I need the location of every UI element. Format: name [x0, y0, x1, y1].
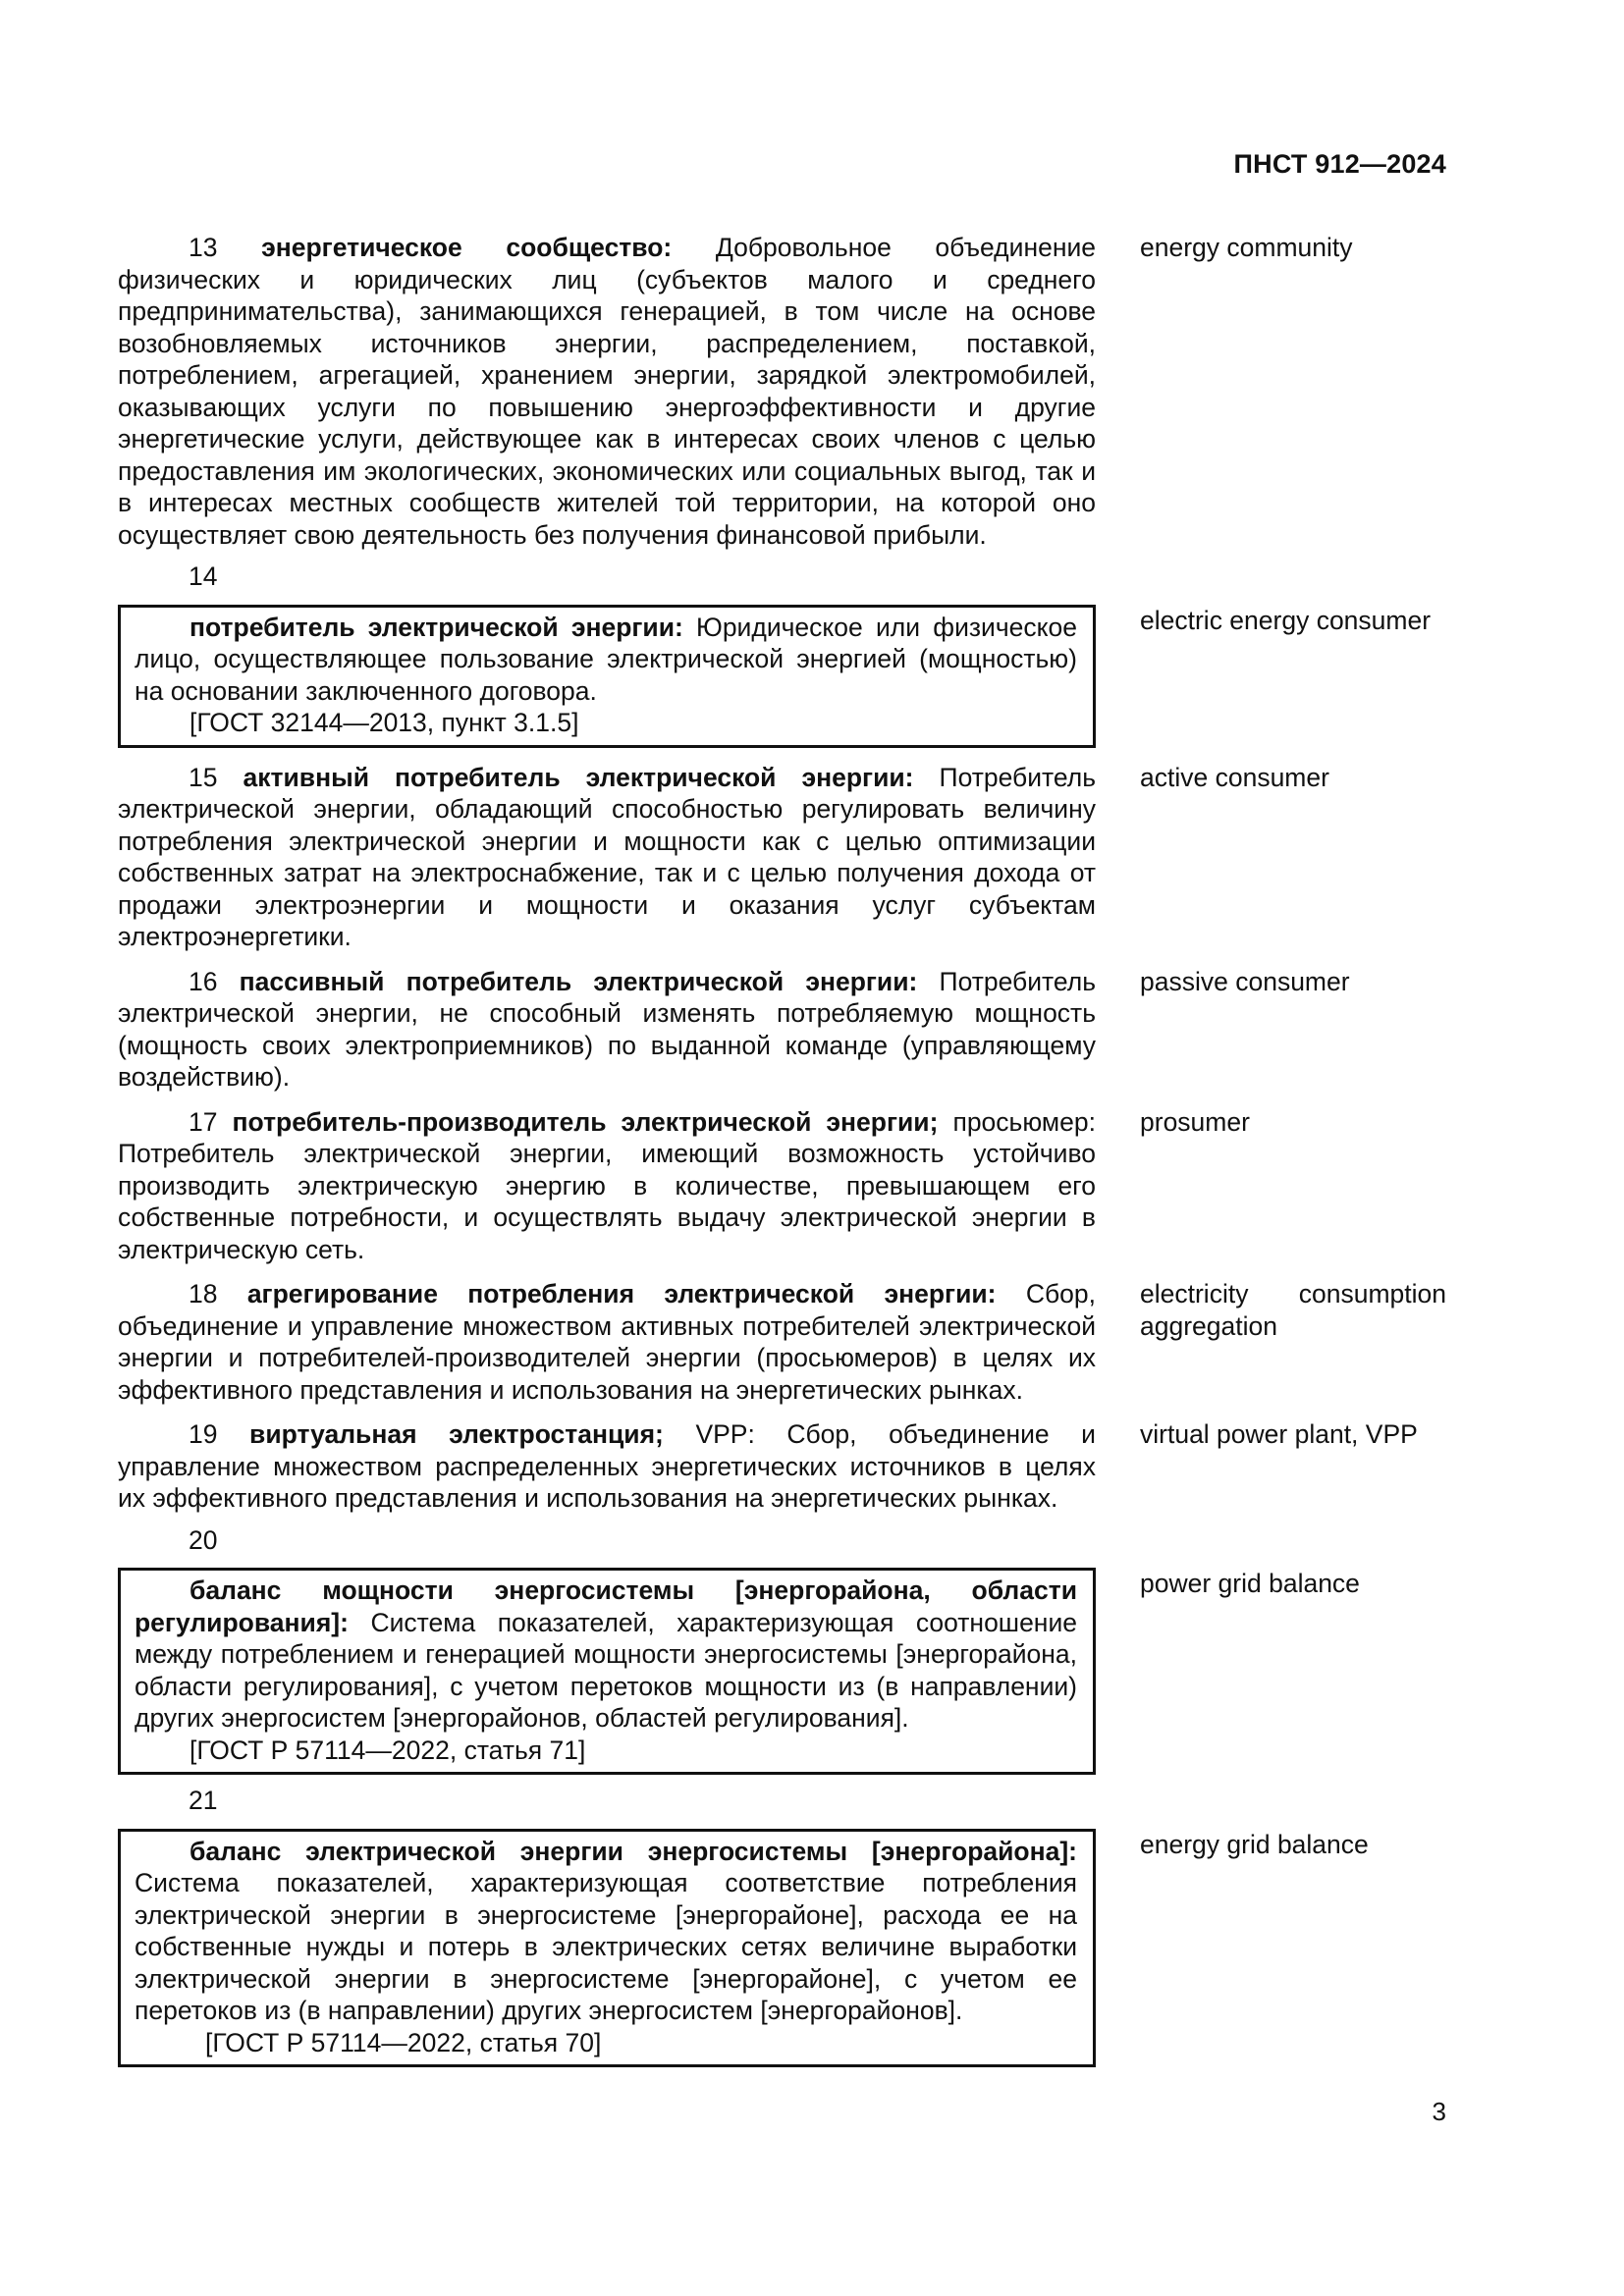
- term-21-number: 21: [189, 1786, 218, 1815]
- term-definition: Потребитель электрической энергии, обладающий способностью регулировать величину потребления электрической энергии и мощности как с целью оптимизации собственных затрат на электроснабжение, так и с целью получения дохода от продажи электроэнергии и мощности и оказания услуг субъектам электроэнергетики.: [118, 762, 1096, 951]
- term-definition: Сбор, объединение и управление множеством активных потребителей электрической энергии и потребителей-производителей энергии (просьюмеров) в целях их эффективного представления и использования на энергетических рынках.: [118, 1279, 1096, 1405]
- term-number: 17: [189, 1106, 218, 1137]
- term-13-english: energy community: [1140, 233, 1353, 262]
- term-title: потребитель-производитель электрической энергии;: [232, 1106, 939, 1137]
- term-title: пассивный потребитель электрической энергии:: [239, 966, 918, 996]
- term-definition: Система показателей, характеризующая соотношение между потреблением и генерацией мощности энергосистемы [энергорайона, области регулирования], с учетом перетоков мощности из (в направлении) других энергосистем [энергорайонов, областей регулирования].: [135, 1607, 1077, 1733]
- term-title: энергетическое сообщество:: [261, 233, 673, 262]
- term-15: [118, 762, 1446, 953]
- term-15-english: active consumer: [1140, 762, 1329, 792]
- term-title: потребитель электрической энергии:: [189, 612, 683, 642]
- term-definition: Юридическое или физическое лицо, осуществляющее пользование электрической энергией (мощностью) на основании заключенного договора.: [135, 612, 1077, 706]
- term-title: баланс мощности энергосистемы [энергорайона, области регулирования]:: [135, 1575, 1077, 1637]
- term-14-english: electric energy consumer: [1140, 605, 1432, 635]
- term-definition: просьюмер: Потребитель электрической энергии, имеющий возможность устойчиво производить электрическую энергию в количестве, превышающем его собственные потребности, и осуществлять выдачу электрической энергии в электрическую сеть.: [118, 1106, 1096, 1264]
- term-number: 16: [189, 966, 218, 996]
- term-17: [118, 1106, 1446, 1266]
- term-20: [118, 1568, 1446, 1775]
- term-20-english: power grid balance: [1140, 1569, 1360, 1598]
- term-14-box: [118, 605, 1096, 748]
- term-18: [118, 1278, 1446, 1406]
- terms-list: [118, 232, 1446, 2067]
- term-definition: Потребитель электрической энергии, не способный изменять потребляемую мощность (мощность своих электроприемников) по выданной команде (управляющему воздействию).: [118, 966, 1096, 1092]
- term-number: 18: [189, 1279, 218, 1308]
- term-16-text: [118, 966, 1096, 1094]
- term-number: 15: [189, 762, 218, 792]
- term-14: [118, 605, 1446, 748]
- term-19: [118, 1418, 1446, 1515]
- term-20-box: [118, 1568, 1096, 1775]
- term-number: 19: [189, 1419, 218, 1449]
- term-19-english: virtual power plant, VPP: [1140, 1419, 1418, 1449]
- term-title: агрегирование потребления электрической энергии:: [246, 1279, 997, 1308]
- term-21-english: energy grid balance: [1140, 1829, 1369, 1859]
- term-16: [118, 966, 1446, 1094]
- term-21-box: [118, 1829, 1096, 2068]
- term-14-number: 14: [189, 561, 218, 591]
- term-13-text: [118, 232, 1096, 551]
- term-15-text: [118, 762, 1096, 953]
- term-source: [ГОСТ Р 57114—2022, статья 71]: [189, 1735, 586, 1765]
- term-source: [ГОСТ 32144—2013, пункт 3.1.5]: [189, 708, 579, 737]
- term-16-english: passive consumer: [1140, 966, 1350, 996]
- term-definition: Добровольное объединение физических и юридических лиц (субъектов малого и среднего предпринимательства), занимающихся генерацией, в том числе на основе возобновляемых источников энергии, распределением, поставкой, потреблением, агрегацией, хранением энергии, зарядкой электромобилей, оказывающих услуги по повышению энергоэффективности и другие энергетические услуги, действующее как в интересах своих членов с целью предоставления им экологических, экономических или социальных выгод, так и в интересах местных сообществ жителей той территории, на которой оно осуществляет свою деятельность без получения финансовой прибыли.: [118, 233, 1096, 550]
- term-source: [ГОСТ Р 57114—2022, статья 70]: [205, 2027, 602, 2057]
- term-title: баланс электрической энергии энергосистемы [энергорайона]:: [189, 1836, 1077, 1866]
- term-17-english: prosumer: [1140, 1106, 1250, 1137]
- term-13: [118, 232, 1446, 551]
- term-18-english: electricity consumption aggregation: [1140, 1279, 1446, 1341]
- term-title: виртуальная электростанция;: [249, 1419, 664, 1449]
- term-18-text: [118, 1278, 1096, 1406]
- term-20-number: 20: [189, 1524, 218, 1555]
- term-number: 13: [189, 233, 218, 262]
- page-number: 3: [1432, 2097, 1446, 2126]
- term-definition: VPP: Сбор, объединение и управление множеством распределенных энергетических источников в целях их эффективного представления и использования на энергетических рынках.: [118, 1419, 1096, 1513]
- term-19-text: [118, 1418, 1096, 1515]
- term-title: активный потребитель электрической энергии:: [243, 762, 914, 792]
- term-21: [118, 1829, 1446, 2068]
- term-definition: Система показателей, характеризующая соответствие потребления электрической энергии в энергосистеме [энергорайоне], расхода ее на собственные нужды и потерь в электрических сетях величине выработки электрической энергии в энергосистеме [энергорайоне], с учетом ее перетоков из (в направлении) других энергосистем [энергорайонов].: [135, 1868, 1077, 2025]
- term-17-text: [118, 1106, 1096, 1266]
- document-id: ПНСТ 912—2024: [1233, 149, 1446, 179]
